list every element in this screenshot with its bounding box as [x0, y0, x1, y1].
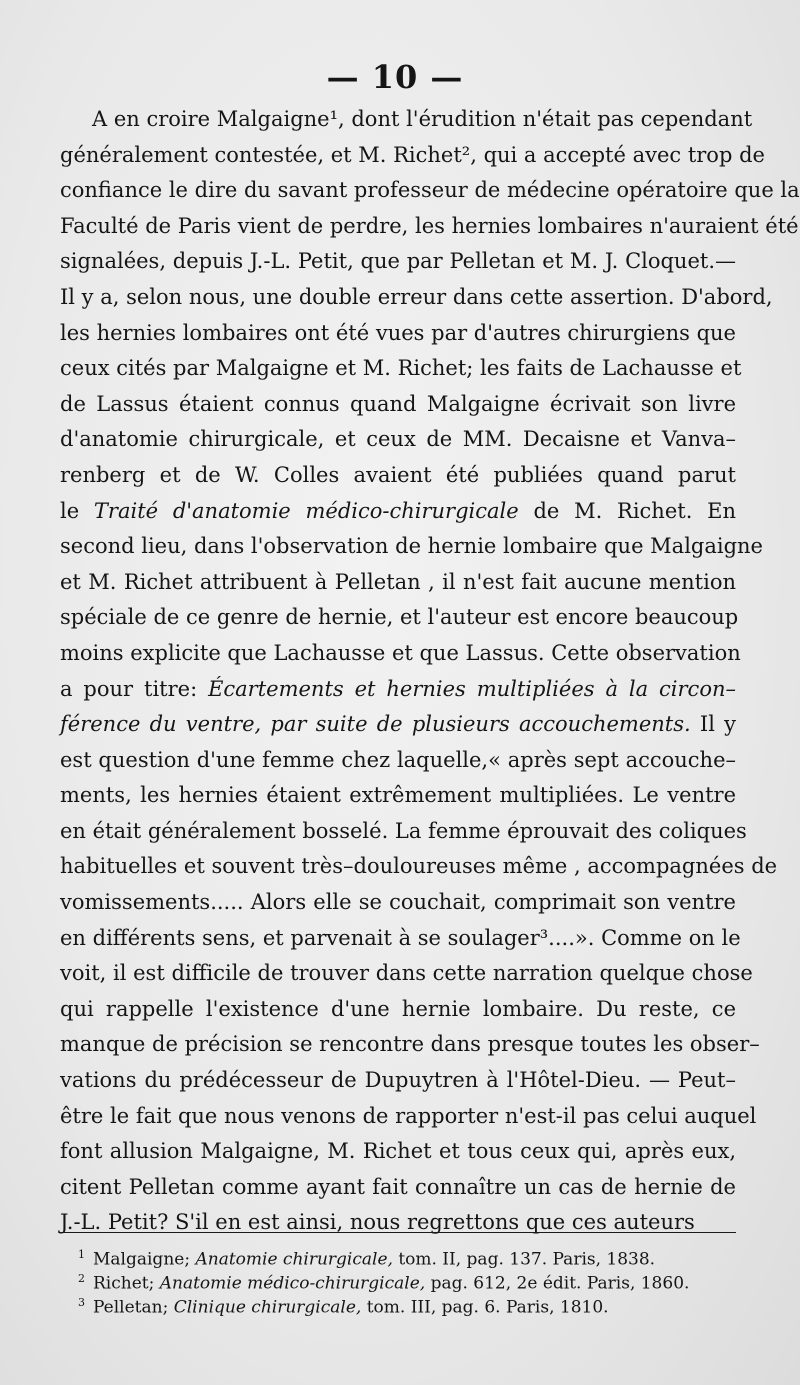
text-line: d'anatomie chirurgicale, et ceux de MM. Decaisne et Vanva– — [60, 427, 736, 452]
text-line: voit, il est difficile de trouver dans cette narration quelque chose — [60, 961, 753, 986]
body-text — [60, 102, 800, 1241]
text-line: second lieu, dans l'observation de hernie lombaire que Malgaigne — [60, 534, 763, 559]
footnote-details: tom. II, pag. 137. Paris, 1838. — [398, 1249, 656, 1270]
text-line: spéciale de ce genre de hernie, et l'auteur est encore beaucoup — [60, 605, 739, 630]
text-line: en différents sens, et parvenait à se soulager³....». Comme on le — [60, 925, 741, 950]
footnote — [78, 1267, 738, 1294]
text-line: confiance le dire du savant professeur de médecine opératoire que la — [60, 178, 800, 203]
italic-title: Traité d'anatomie médico-chirurgicale — [93, 498, 519, 523]
text-line: ments, les hernies étaient extrêmement multipliées. Le ventre — [60, 783, 736, 808]
footnotes — [78, 1243, 738, 1318]
text-line: Il y a, selon nous, une double erreur dans cette assertion. D'abord, — [60, 284, 773, 309]
text-line: de Lassus étaient connus quand Malgaigne écrivait son livre — [60, 391, 736, 416]
text-line: vations du prédécesseur de Dupuytren à l'Hôtel-Dieu. — Peut– — [60, 1068, 736, 1093]
footnote-mark: 3 — [78, 1296, 85, 1309]
text-line: généralement contestée, et M. Richet², qui a accepté avec trop de — [60, 142, 765, 167]
text-line: ceux cités par Malgaigne et M. Richet; les faits de Lachausse et — [60, 356, 742, 381]
text-line: en était généralement bosselé. La femme éprouvait des coliques — [60, 818, 747, 843]
text-line: manque de précision se rencontre dans presque toutes les obser– — [60, 1032, 760, 1057]
text-line: le Traité d'anatomie médico-chirurgicale de M. Richet. En — [60, 498, 736, 523]
text-line: citent Pelletan comme ayant fait connaître un cas de hernie de — [60, 1174, 736, 1199]
footnote-mark: 2 — [78, 1272, 85, 1285]
footnote — [78, 1243, 738, 1270]
italic-title: Écartements et hernies multipliées à la circon– — [208, 676, 736, 701]
text-line: qui rappelle l'existence d'une hernie lombaire. Du reste, ce — [60, 996, 736, 1021]
footnote-author: Malgaigne; — [93, 1249, 191, 1270]
page-number: — 10 — — [326, 58, 464, 96]
text-line: font allusion Malgaigne, M. Richet et tous ceux qui, après eux, — [60, 1139, 736, 1164]
text-line: férence du ventre, par suite de plusieurs accouchements. Il y — [60, 712, 736, 737]
footnote-title: Clinique chirurgicale, — [173, 1297, 362, 1318]
text-line: est question d'une femme chez laquelle,« après sept accouche– — [60, 747, 736, 772]
text-line: être le fait que nous venons de rapporter n'est-il pas celui auquel — [60, 1103, 757, 1128]
footnote-mark: 1 — [78, 1248, 85, 1261]
footnote-author: Richet; — [93, 1273, 155, 1294]
text-line: J.-L. Petit? S'il en est ainsi, nous regrettons que ces auteurs — [60, 1210, 695, 1235]
text-line: les hernies lombaires ont été vues par d'autres chirurgiens que — [60, 320, 736, 345]
text-line: habituelles et souvent très–douloureuses même , accompagnées de — [60, 854, 778, 879]
footnote-rule — [60, 1232, 736, 1233]
text-line: renberg et de W. Colles avaient été publiées quand parut — [60, 462, 736, 487]
text-line: a pour titre: Écartements et hernies multipliées à la circon– — [60, 676, 736, 701]
footnote — [78, 1291, 738, 1318]
text-line: A en croire Malgaigne¹, dont l'érudition n'était pas cependant — [92, 107, 753, 131]
text-line: moins explicite que Lachausse et que Lassus. Cette observation — [60, 640, 741, 665]
footnote-title: Anatomie médico-chirurgicale, — [159, 1273, 426, 1294]
footnote-details: pag. 612, 2e édit. Paris, 1860. — [430, 1273, 690, 1294]
text-line: Faculté de Paris vient de perdre, les hernies lombaires n'auraient été — [60, 213, 799, 238]
footnote-title: Anatomie chirurgicale, — [195, 1249, 393, 1270]
italic-title: férence du ventre, par suite de plusieurs accouchements. — [60, 712, 691, 737]
text-line: et M. Richet attribuent à Pelletan , il n'est fait aucune mention — [60, 569, 736, 594]
footnote-author: Pelletan; — [93, 1297, 169, 1318]
footnote-details: tom. III, pag. 6. Paris, 1810. — [366, 1297, 609, 1318]
text-line: signalées, depuis J.-L. Petit, que par Pelletan et M. J. Cloquet.— — [60, 249, 736, 274]
text-line: vomissements..... Alors elle se couchait, comprimait son ventre — [60, 890, 736, 915]
